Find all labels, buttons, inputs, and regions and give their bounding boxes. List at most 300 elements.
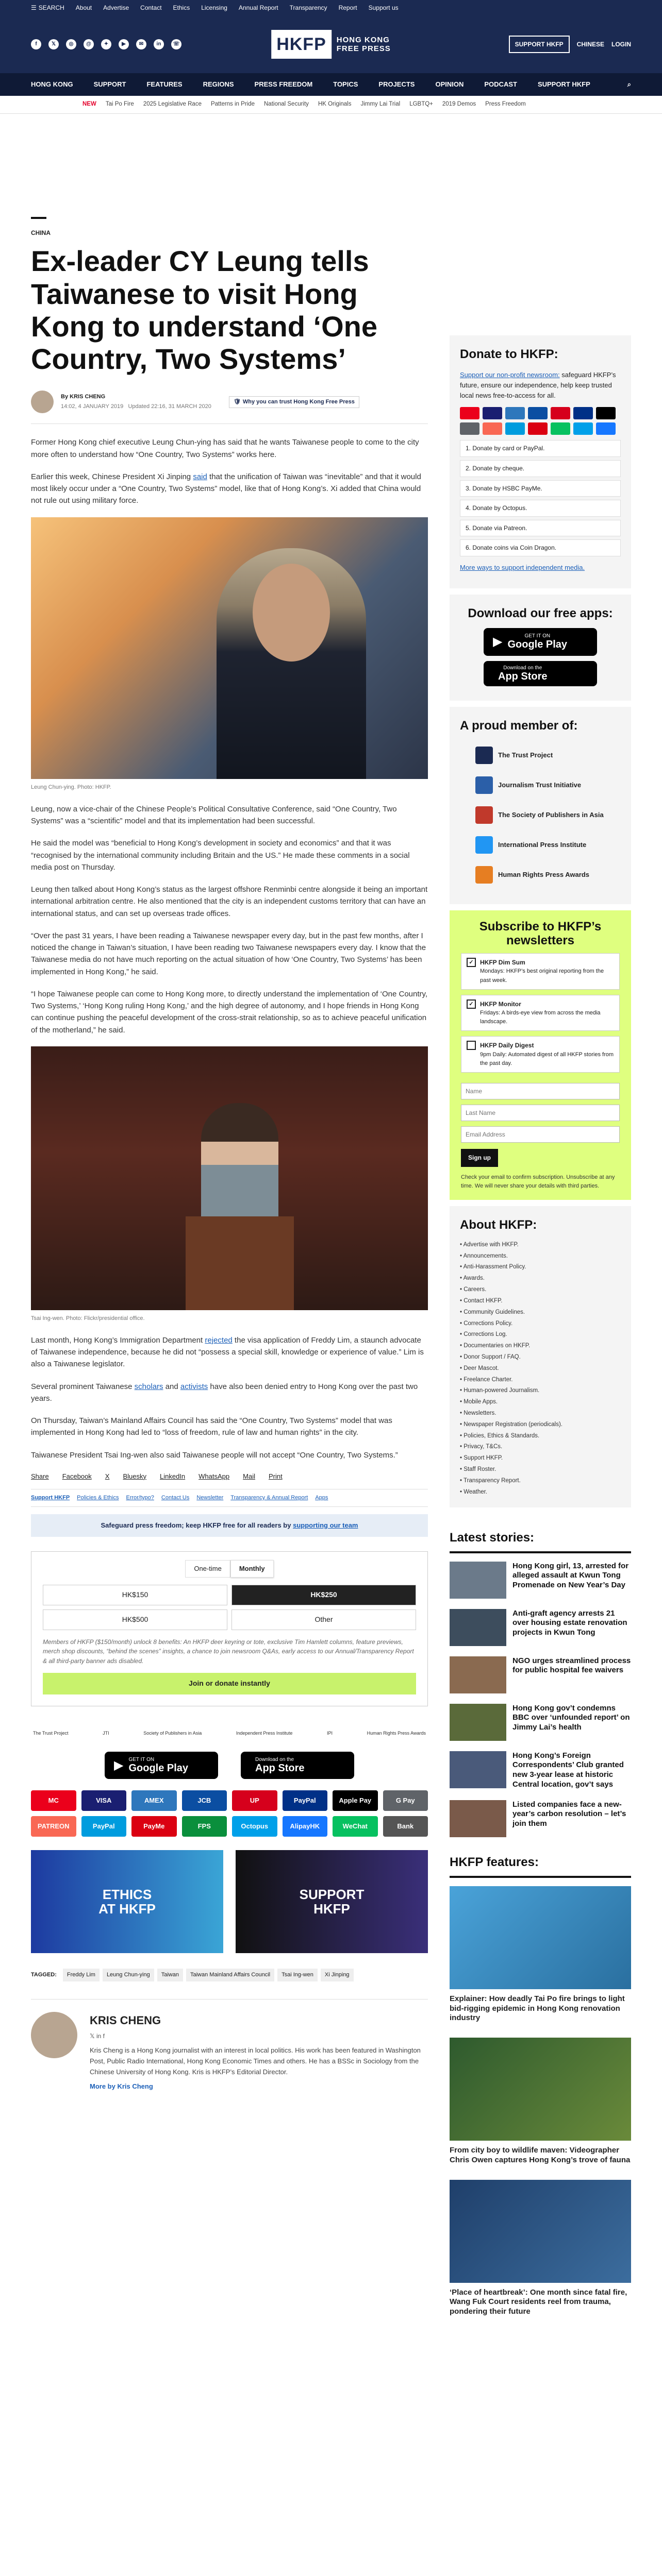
promo-banners — [31, 1850, 428, 1953]
ticker-item[interactable]: 2019 Demos — [442, 101, 476, 107]
publish-date: 14:02, 4 JANUARY 2019 — [61, 403, 124, 410]
topic-ticker — [0, 96, 662, 114]
author-social-icons[interactable]: 𝕏 in f — [90, 2032, 105, 2040]
member-name: Journalism Trust Initiative — [498, 781, 582, 789]
donate-option[interactable]: 3. Donate by HSBC PayMe. — [460, 480, 621, 497]
nav-item[interactable]: SUPPORT HKFP — [537, 80, 590, 88]
byline — [31, 391, 428, 413]
story-title[interactable]: Listed companies face a new-year’s carbon resolution – let’s join them — [512, 1800, 626, 1828]
payment-logo: PayMe — [131, 1816, 177, 1837]
donate-option[interactable]: 1. Donate by card or PayPal. — [460, 440, 621, 457]
about-link[interactable]: • Advertise with HKFP. — [460, 1241, 519, 1248]
safeguard-text: Safeguard press freedom; keep HKFP free for all readers by — [101, 1521, 293, 1529]
member-item[interactable] — [475, 740, 605, 770]
badge-big-text: App Store — [498, 670, 548, 682]
category-marker — [31, 217, 46, 219]
about-link[interactable]: • Deer Mascot. — [460, 1365, 499, 1371]
paragraph: “I hope Taiwanese people can come to Hong Kong more, to directly understand the implementation of ‘One Country, Two Systems,’ ‘Hong Kong ruling Hong Kong,’ and the high degree of autonomy, and I hope friends in Hong Kong can continue pushing the peaceful development of the cross-strait relationship, so as to achieve peaceful unification of the motherland,” he said. — [31, 989, 428, 1035]
paragraph — [31, 471, 428, 507]
feature-image[interactable] — [450, 2180, 631, 2283]
member-logos-row — [31, 1727, 428, 1740]
card-logo — [528, 422, 548, 435]
feature-image[interactable] — [450, 1886, 631, 1989]
nav-item[interactable]: SUPPORT — [93, 80, 126, 88]
card-logo — [573, 422, 593, 435]
payment-logo: UP — [232, 1790, 277, 1811]
donate-panel-text — [460, 370, 621, 401]
paragraph-text: and — [163, 1382, 180, 1391]
ticker-item[interactable]: Patterns in Pride — [210, 101, 255, 107]
share-facebook-link[interactable]: Facebook — [62, 1472, 92, 1480]
footer-link[interactable]: Error/typo? — [126, 1494, 154, 1501]
tag-chip[interactable]: Taiwan Mainland Affairs Council — [186, 1969, 274, 1981]
byline-prefix: By — [61, 394, 69, 400]
donate-options — [460, 440, 621, 556]
paragraph — [31, 1334, 428, 1370]
member-logo-icon — [475, 866, 493, 884]
member-item[interactable] — [475, 800, 605, 830]
tag-chip[interactable]: Freddy Lim — [63, 1969, 100, 1981]
paragraph: On Thursday, Taiwan’s Mainland Affairs Council has said the “One Country, Two Systems” model that was implemented in Hong Kong had led to “loss of freedom, rule of law and human rights” in the city. — [31, 1416, 392, 1437]
one-time-toggle[interactable]: One-time — [185, 1560, 230, 1578]
feature-story[interactable] — [450, 2180, 631, 2317]
about-link[interactable]: • Freelance Charter. — [460, 1376, 513, 1383]
feature-title[interactable]: ‘Place of heartbreak’: One month since fatal fire, Wang Fuk Court residents reel from trauma, pondering their future — [450, 2287, 627, 2316]
promo-banner[interactable] — [236, 1850, 428, 1953]
footer-link[interactable]: Support HKFP — [31, 1494, 70, 1501]
paragraph: Leung, now a vice-chair of the Chinese People’s Political Consultative Conference, said “One Country, Two Systems” was a “scientific” model and that its implementation had been successful. — [31, 804, 397, 826]
card-logo — [483, 407, 502, 419]
badge-big-text: Google Play — [507, 639, 568, 651]
amount-options — [43, 1585, 416, 1630]
amount-option[interactable]: HK$150 — [43, 1585, 227, 1605]
card-logo — [528, 407, 548, 419]
annual-report-link[interactable]: Annual Report — [238, 4, 278, 11]
ticker-item[interactable]: Press Freedom — [485, 101, 526, 107]
donate-widget — [31, 1551, 428, 1706]
about-link-label: Contact HKFP. — [464, 1297, 503, 1304]
story-thumbnail[interactable] — [450, 1656, 506, 1693]
badge-small-text: GET IT ON — [128, 1757, 155, 1763]
about-link[interactable]: • Donor Support / FAQ. — [460, 1353, 521, 1360]
footer-link[interactable]: Apps — [315, 1494, 328, 1501]
author-name[interactable]: KRIS CHENG — [90, 2014, 161, 2027]
newsletter-desc: 9pm Daily: Automated digest of all HKFP stories from the past day. — [480, 1051, 614, 1066]
chinese-link[interactable]: CHINESE — [576, 40, 604, 48]
nav-item[interactable]: PODCAST — [484, 80, 517, 88]
payment-logo: Bank — [383, 1816, 428, 1837]
amount-option[interactable]: HK$500 — [43, 1609, 227, 1630]
author-name[interactable]: KRIS CHENG — [70, 394, 106, 400]
about-link[interactable]: • Anti-Harassment Policy. — [460, 1264, 526, 1270]
about-link[interactable]: • Newspaper Registration (periodicals). — [460, 1421, 562, 1428]
safeguard-link[interactable]: supporting our team — [293, 1521, 358, 1529]
member-panel-title: A proud member of: — [460, 718, 578, 733]
ticker-item[interactable]: National Security — [264, 101, 309, 107]
photo-caption: Tsai Ing-wen. Photo: Flickr/presidential office. — [31, 1315, 145, 1321]
about-link[interactable]: • Privacy, T&Cs. — [460, 1444, 503, 1450]
story-thumbnail[interactable] — [450, 1751, 506, 1788]
newsletter-option[interactable] — [461, 995, 620, 1031]
card-logo — [551, 407, 570, 419]
feature-title[interactable]: Explainer: How deadly Tai Po fire brings to light bid-rigging epidemic in Hong Kong renovation industry — [450, 1994, 625, 2023]
latest-stories — [450, 1528, 631, 1837]
photo-podium — [186, 1216, 294, 1310]
paragraph-text: the visa application of Freddy Lim, a staunch advocate of Taiwanese independence, because he did not “possess a special skill, knowledge or experience of value.” Lim is also a Taiwanese legislator. — [31, 1335, 424, 1369]
ticker-item[interactable]: 2025 Legislative Race — [143, 101, 202, 107]
card-logo — [596, 407, 616, 419]
photo-subject-face — [253, 564, 330, 662]
nav-item[interactable]: TOPICS — [333, 80, 358, 88]
newsletter-name: HKFP Monitor — [480, 1000, 521, 1008]
about-link[interactable]: • Documentaries on HKFP. — [460, 1343, 531, 1349]
article-footer-links — [31, 1489, 428, 1507]
about-link-label: Corrections Log. — [464, 1331, 507, 1338]
inline-link[interactable]: activists — [180, 1382, 208, 1391]
about-link-label: Advertise with HKFP. — [463, 1241, 519, 1248]
feature-story[interactable] — [450, 2038, 631, 2165]
nav-item[interactable]: FEATURES — [146, 80, 183, 88]
story-title[interactable]: Hong Kong’s Foreign Correspondents’ Club granted new 3-year lease at historic Central location, gov’t says — [512, 1751, 624, 1789]
donate-option[interactable]: 6. Donate coins via Coin Dragon. — [460, 539, 621, 556]
inline-link[interactable]: scholars — [134, 1382, 163, 1391]
tag-list — [31, 1969, 428, 1981]
whatsapp-icon[interactable]: ☏ — [171, 39, 181, 49]
ticker-list — [106, 100, 526, 109]
ticker-item[interactable]: Tai Po Fire — [105, 101, 134, 107]
member-logo-icon — [475, 836, 493, 854]
about-link[interactable]: • Awards. — [460, 1275, 485, 1282]
about-link[interactable]: • Mobile Apps. — [460, 1399, 498, 1405]
latest-story[interactable] — [450, 1751, 631, 1790]
logo-line-1: HONG KONG — [336, 35, 390, 44]
donate-option[interactable]: 5. Donate via Patreon. — [460, 520, 621, 537]
tag-chip[interactable]: Tsai Ing-wen — [277, 1969, 318, 1981]
latest-title: Latest stories: — [450, 1528, 631, 1553]
card-logo — [460, 422, 479, 435]
feature-image[interactable] — [450, 2038, 631, 2141]
search-icon[interactable]: ⌕ — [627, 80, 631, 88]
about-link-label: Careers. — [464, 1286, 487, 1293]
safeguard-banner — [31, 1514, 428, 1537]
story-title[interactable]: NGO urges streamlined process for public hospital fee waivers — [512, 1656, 631, 1675]
story-thumbnail[interactable] — [450, 1704, 506, 1741]
about-link[interactable]: • Staff Roster. — [460, 1466, 496, 1473]
checkbox[interactable] — [467, 1041, 476, 1050]
app-store-badge[interactable] — [484, 661, 597, 686]
donate-panel-link[interactable]: Support our non-profit newsroom: — [460, 371, 560, 379]
promo-banner[interactable] — [31, 1850, 223, 1953]
newsletter-option[interactable] — [461, 953, 620, 990]
shield-icon: 🛡 — [233, 398, 241, 405]
about-link[interactable]: • Corrections Log. — [460, 1331, 507, 1338]
feature-story[interactable] — [450, 1886, 631, 2023]
payment-logo: Apple Pay — [333, 1790, 378, 1811]
about-link-label: Privacy, T&Cs. — [464, 1444, 503, 1450]
google-play-badge[interactable] — [484, 628, 597, 655]
newsletter-title: Subscribe to HKFP’s newsletters — [479, 919, 602, 948]
join-donate-button[interactable]: Join or donate instantly — [43, 1673, 416, 1694]
about-link[interactable]: About — [75, 4, 92, 11]
newsletter-desc: Fridays: A birds-eye view from across the media landscape. — [480, 1010, 601, 1025]
member-logo[interactable]: IPI — [326, 1731, 333, 1736]
footer-link[interactable]: Contact Us — [161, 1494, 190, 1501]
card-logo — [551, 422, 570, 435]
checkbox[interactable]: ✓ — [467, 958, 476, 967]
transparency-link[interactable]: Transparency — [289, 4, 327, 11]
member-panel — [450, 707, 631, 904]
features-section — [450, 1853, 631, 2317]
donate-option[interactable]: 2. Donate by cheque. — [460, 460, 621, 477]
about-link-label: Deer Mascot. — [464, 1365, 499, 1371]
about-link[interactable]: • Newsletters. — [460, 1410, 496, 1416]
app-store-badge[interactable] — [241, 1752, 354, 1779]
advertise-link[interactable]: Advertise — [103, 4, 129, 11]
report-link[interactable]: Report — [338, 4, 357, 11]
sidebar — [450, 114, 631, 2331]
ethics-link[interactable]: Ethics — [173, 4, 190, 11]
google-play-badge[interactable] — [105, 1752, 218, 1779]
login-link[interactable]: LOGIN — [611, 40, 631, 48]
x-icon[interactable]: 𝕏 — [48, 39, 59, 49]
author-avatar[interactable] — [31, 2012, 77, 2058]
paragraph: Former Hong Kong chief executive Leung Chun-ying has said that he wants Taiwanese people to come to the city more often to understand how “One Country, Two Systems” works here. — [31, 438, 419, 459]
paragraph: He said the model was “beneficial to Hong Kong’s development in society and economics” and that it was “recognised by the international community including Britain and the US.” He made these comments in a social media post on Thursday. — [31, 839, 410, 872]
signup-button[interactable]: Sign up — [461, 1149, 498, 1167]
paragraph-text: Earlier this week, Chinese President Xi Jinping — [31, 472, 193, 481]
promo-line: AT HKFP — [98, 1901, 156, 1917]
features-title: HKFP features: — [450, 1853, 631, 1878]
inline-link[interactable]: rejected — [205, 1335, 233, 1345]
payment-logo: PATREON — [31, 1816, 76, 1837]
story-thumbnail[interactable] — [450, 1800, 506, 1837]
author-box — [31, 1999, 428, 2092]
payment-logo: MC — [31, 1790, 76, 1811]
member-logo[interactable]: JTI — [103, 1731, 109, 1736]
paragraph-text: have also been denied entry to Hong Kong over the past two years. — [31, 1382, 418, 1403]
tag-chip[interactable]: Xi Jinping — [321, 1969, 354, 1981]
story-title[interactable]: Anti-graft agency arrests 21 over housing estate renovation projects in Kwun Tong — [512, 1608, 627, 1637]
member-logo[interactable]: Human Rights Press Awards — [367, 1731, 426, 1736]
paragraph: “Over the past 31 years, I have been reading a Taiwanese newspaper every day, but in the past few months, after I noticed the change in Taiwan’s situation, I have been reading two Taiwanese newspapers every day. I know that the Taiwanese media do not have much reporting on the actual situation of how ‘One Country, Two Systems’ has been implemented in Hong Kong,” he said. — [31, 931, 426, 976]
about-link-label: Corrections Policy. — [464, 1320, 513, 1327]
google-play-icon: ▶ — [114, 1758, 124, 1773]
newsletter-name: HKFP Dim Sum — [480, 958, 525, 966]
about-link-label: Support HKFP. — [464, 1455, 503, 1462]
ticker-item[interactable]: Jimmy Lai Trial — [360, 101, 401, 107]
donate-panel-title: Donate to HKFP: — [460, 347, 558, 361]
footer-link[interactable]: Policies & Ethics — [77, 1494, 119, 1501]
story-thumbnail[interactable] — [450, 1609, 506, 1646]
tag-chip[interactable]: Taiwan — [157, 1969, 183, 1981]
site-logo[interactable] — [271, 30, 391, 59]
ticker-item[interactable]: HK Originals — [318, 101, 352, 107]
share-mail-link[interactable]: Mail — [243, 1472, 255, 1480]
badge-big-text: Google Play — [128, 1762, 189, 1774]
newsletter-name-field[interactable] — [461, 1083, 620, 1099]
payment-logo: PayPal — [81, 1816, 127, 1837]
member-logo-icon — [475, 776, 493, 794]
member-logo-icon — [475, 747, 493, 764]
apps-panel-title: Download our free apps: — [468, 606, 613, 621]
share-x-link[interactable]: X — [105, 1472, 110, 1480]
latest-story[interactable] — [450, 1656, 631, 1693]
search-link[interactable] — [31, 3, 64, 13]
badge-small-text: GET IT ON — [524, 633, 551, 639]
about-link-label: Documentaries on HKFP. — [464, 1343, 531, 1349]
payment-logo: JCB — [182, 1790, 227, 1811]
ticker-item[interactable]: LGBTQ+ — [409, 101, 433, 107]
member-name: Human Rights Press Awards — [498, 870, 589, 878]
about-link-label: Staff Roster. — [464, 1466, 496, 1473]
promo-line: SUPPORT — [299, 1886, 365, 1902]
facebook-icon[interactable]: f — [31, 39, 41, 49]
photo-caption: Leung Chun-ying. Photo: HKFP. — [31, 784, 111, 790]
about-link-label: Freelance Charter. — [464, 1376, 513, 1383]
google-play-icon: ▶ — [493, 635, 503, 649]
mail-icon[interactable]: ✉ — [136, 39, 146, 49]
member-logo[interactable]: Society of Publishers in Asia — [143, 1731, 202, 1736]
newsletter-fineprint: Check your email to confirm subscription. Unsubscribe at any time. We will never share your details with third parties. — [461, 1174, 615, 1189]
footer-link[interactable]: Newsletter — [196, 1494, 224, 1501]
member-logo[interactable]: The Trust Project — [33, 1731, 69, 1736]
more-ways-link[interactable]: More ways to support independent media. — [460, 563, 585, 571]
nav-item[interactable]: PRESS FREEDOM — [254, 80, 313, 88]
about-link[interactable]: • Transparency Report. — [460, 1477, 521, 1484]
nav-item[interactable]: HONG KONG — [31, 80, 73, 88]
payment-logo: AMEX — [131, 1790, 177, 1811]
about-link[interactable]: • Contact HKFP. — [460, 1297, 503, 1304]
leung-photo — [31, 517, 428, 779]
app-badges — [31, 1752, 428, 1779]
nav-item[interactable]: OPINION — [435, 80, 464, 88]
checkbox[interactable]: ✓ — [467, 999, 476, 1009]
latest-story[interactable] — [450, 1800, 631, 1837]
monthly-toggle[interactable]: Monthly — [230, 1560, 274, 1578]
story-title[interactable]: Hong Kong gov’t condemns BBC over ‘unfounded report’ on Jimmy Lai’s health — [512, 1703, 630, 1732]
member-item[interactable] — [475, 770, 605, 800]
inline-link[interactable]: said — [193, 472, 207, 481]
about-link[interactable]: • Weather. — [460, 1488, 488, 1495]
nav-item[interactable]: PROJECTS — [378, 80, 415, 88]
article-category[interactable]: CHINA — [31, 229, 51, 236]
licensing-link[interactable]: Licensing — [201, 4, 227, 11]
about-link[interactable]: • Careers. — [460, 1286, 487, 1293]
member-item[interactable] — [475, 860, 605, 890]
payment-logo: G Pay — [383, 1790, 428, 1811]
footer-link[interactable]: Transparency & Annual Report — [230, 1494, 308, 1501]
more-by-author-link[interactable]: More by Kris Cheng — [90, 2082, 153, 2091]
support-link[interactable]: Support us — [368, 4, 399, 11]
tag-chip[interactable]: Leung Chun-ying — [103, 1969, 154, 1981]
share-whatsapp-link[interactable]: WhatsApp — [198, 1472, 230, 1480]
about-link-label: Mobile Apps. — [464, 1399, 498, 1405]
author-bio: Kris Cheng is a Hong Kong journalist with an interest in local politics. His work has been featured in Washington Post, Public Radio International, Hong Kong Economic Times and others. He has a BSSc in Sociology from the Chinese University of Hong Kong. Kris is HKFP’s Editorial Director. — [90, 2046, 421, 2076]
about-link[interactable]: • Corrections Policy. — [460, 1320, 513, 1327]
paragraph: Leung then talked about Hong Kong’s status as the largest offshore Renminbi centre alongside it being an important international arbitration centre. He also mentioned that the city is an independent customs territory that can have an international status, and can set up overseas trade offices. — [31, 885, 428, 918]
youtube-icon[interactable]: ▶ — [119, 39, 129, 49]
member-logo[interactable]: Independent Press Institute — [236, 1731, 293, 1736]
threads-icon[interactable]: @ — [84, 39, 94, 49]
share-label: Share — [31, 1472, 49, 1480]
payment-logo: FPS — [182, 1816, 227, 1837]
share-bluesky-link[interactable]: Bluesky — [123, 1472, 146, 1480]
amount-option[interactable]: HK$250 — [231, 1585, 416, 1605]
article-title: Ex-leader CY Leung tells Taiwanese to visit Hong Kong to understand ‘One Country, Two Systems’ — [31, 245, 377, 376]
nav-item[interactable]: REGIONS — [203, 80, 234, 88]
newsletter-name: HKFP Daily Digest — [480, 1042, 534, 1049]
member-logo-icon — [475, 806, 493, 824]
why-trust-button[interactable] — [229, 396, 359, 408]
member-item[interactable] — [475, 830, 605, 860]
author-avatar[interactable] — [31, 391, 54, 413]
instagram-icon[interactable]: ◎ — [66, 39, 76, 49]
newsletter-option[interactable] — [461, 1036, 620, 1073]
amount-option[interactable]: Other — [231, 1609, 416, 1630]
search-label: SEARCH — [38, 4, 64, 11]
newsletter-email-field[interactable] — [461, 1126, 620, 1143]
menu-icon: ☰ — [31, 4, 37, 11]
about-link[interactable]: • Announcements. — [460, 1252, 508, 1259]
share-bar — [31, 1471, 428, 1482]
site-header — [0, 15, 662, 73]
card-logo — [483, 422, 502, 435]
tags-label: TAGGED: — [31, 1972, 57, 1978]
about-link[interactable]: • Human-powered Journalism. — [460, 1387, 540, 1394]
card-logo — [505, 422, 525, 435]
donate-option[interactable]: 4. Donate by Octopus. — [460, 500, 621, 517]
member-name: The Society of Publishers in Asia — [498, 810, 604, 819]
about-links — [460, 1240, 621, 1498]
logo-mark: HKFP — [271, 30, 332, 59]
newsletter-lastname-field[interactable] — [461, 1105, 620, 1121]
linkedin-icon[interactable]: in — [154, 39, 164, 49]
about-panel — [450, 1206, 631, 1507]
newsletter-desc: Mondays: HKFP’s best original reporting from the past week. — [480, 968, 604, 984]
newsletter-panel — [450, 910, 631, 1200]
feature-title[interactable]: From city boy to wildlife maven: Videographer Chris Owen captures Hong Kong’s trove of fauna — [450, 2146, 631, 2164]
member-name: The Trust Project — [498, 751, 553, 759]
bluesky-icon[interactable]: ✦ — [101, 39, 111, 49]
latest-story[interactable] — [450, 1704, 631, 1741]
about-link-label: Anti-Harassment Policy. — [463, 1264, 526, 1270]
about-link-label: Newspaper Registration (periodicals). — [464, 1421, 562, 1428]
about-link-label: Awards. — [463, 1275, 485, 1282]
support-hkfp-button[interactable]: SUPPORT HKFP — [509, 36, 570, 54]
about-link[interactable]: • Support HKFP. — [460, 1455, 503, 1462]
about-panel-title: About HKFP: — [460, 1217, 537, 1232]
about-link-label: Newsletters. — [464, 1410, 496, 1416]
about-link[interactable]: • Community Guidelines. — [460, 1309, 525, 1315]
share-print-link[interactable]: Print — [268, 1472, 283, 1480]
story-title[interactable]: Hong Kong girl, 13, arrested for alleged assault at Kwun Tong Promenade on New Year’s Day — [512, 1561, 629, 1590]
paragraph — [31, 1381, 428, 1405]
main-nav — [0, 73, 662, 96]
story-thumbnail[interactable] — [450, 1562, 506, 1599]
card-logos — [460, 407, 621, 435]
about-link-label: Human-powered Journalism. — [464, 1387, 540, 1394]
share-linkedin-link[interactable]: LinkedIn — [160, 1472, 186, 1480]
latest-story[interactable] — [450, 1562, 631, 1599]
latest-story[interactable] — [450, 1609, 631, 1646]
donate-panel-body: safeguard HKFP’s future, ensure our independence, help keep trusted local news free-to-access for all. — [460, 371, 616, 400]
membership-note: Members of HKFP ($150/month) unlock 8 benefits: An HKFP deer keyring or tote, exclusive Tim Hamlett columns, feature previews, merch shop discounts, “behind the scenes” insights, a chance to join newsroom Q&As, early access to our Annual/Transparency Report & all third-party banner ads disabled. — [43, 1638, 414, 1665]
tag-items — [63, 1969, 354, 1981]
contact-link[interactable]: Contact — [140, 4, 162, 11]
about-link[interactable]: • Policies, Ethics & Standards. — [460, 1432, 540, 1439]
about-link-label: Donor Support / FAQ. — [464, 1353, 521, 1360]
payment-logo: Octopus — [232, 1816, 277, 1837]
